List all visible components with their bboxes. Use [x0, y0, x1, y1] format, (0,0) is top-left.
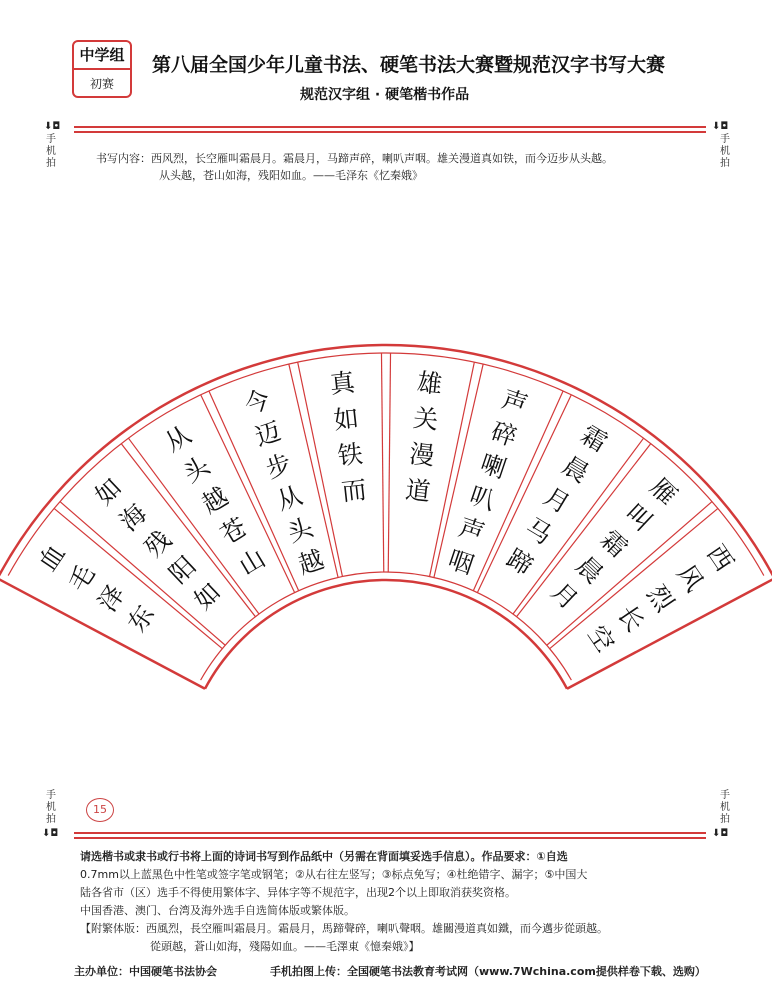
- fan-character: 雁: [644, 472, 683, 511]
- fan-character: 空: [582, 620, 621, 658]
- fan-character: 海: [114, 498, 153, 537]
- fan-character: 风: [671, 559, 710, 597]
- fan-character: 晨: [557, 450, 594, 489]
- page-title: 第八届全国少年儿童书法、硬笔书法大赛暨规范汉字书写大赛: [152, 54, 666, 76]
- fan-text: [33, 367, 739, 657]
- fan-character: 阳: [163, 550, 202, 590]
- footer-upload: 手机拍图上传：全国硬笔书法教育考试网（www.7Wchina.com提供样卷下载、选购）: [270, 965, 706, 978]
- phone-photo-bottom-left: 手机拍: [46, 790, 56, 825]
- requirements-line-6: 從頭越，蒼山如海，殘陽如血。——毛澤東《憶秦娥》】: [150, 940, 420, 953]
- fan-character: 西: [701, 539, 740, 577]
- camera-icon-top-left: ⬇◘: [44, 121, 61, 132]
- fan-character: 步: [262, 448, 296, 484]
- fan-character: 马: [520, 512, 557, 551]
- fan-character: 烈: [641, 579, 680, 617]
- fan-character: 如: [188, 576, 227, 616]
- requirements: [80, 848, 700, 956]
- fan-arc: [205, 580, 567, 689]
- requirements-line-3: 陆各省市（区）选手不得使用繁体字、异体字等不规范字，出现2个以上即取消获奖资格。: [80, 886, 516, 899]
- fan-character: 从: [273, 480, 306, 516]
- fan-character: 声: [498, 384, 532, 420]
- fan-character: 苍: [215, 512, 252, 551]
- requirements-line-2: 0.7mm以上蓝黑色中性笔或签字笔或钢笔；②从右往左竖写；③标点免写；④杜绝错字、漏字；⑤中国大: [80, 868, 588, 881]
- fan-character: 关: [411, 403, 440, 435]
- fan-character: 残: [138, 524, 177, 563]
- requirements-line-1: 请选楷书或隶书或行书将上面的诗词书写到作品纸中（另需在背面填妥选手信息）。作品要求：①自选: [80, 850, 568, 863]
- fan-character: 霜: [575, 419, 613, 458]
- fan-character: 月: [538, 481, 576, 520]
- fan-character: 漫: [407, 439, 436, 471]
- fan-character: 碎: [487, 416, 521, 452]
- stage-label: 初赛: [89, 77, 114, 91]
- phone-photo-top-left: 手机拍: [46, 134, 56, 169]
- fan-character: 如: [332, 403, 361, 435]
- fan-character: 喇: [476, 448, 510, 484]
- fan-character: 头: [178, 450, 215, 489]
- camera-icon-bottom-left: ⬇◘: [42, 828, 59, 839]
- camera-icon-bottom-right: ⬇◘: [712, 828, 729, 839]
- fan-character: 咽: [444, 544, 478, 581]
- phone-photo-bottom-right: 手机拍: [720, 790, 730, 825]
- fan-character: 月: [545, 576, 584, 616]
- fan-character: 长: [611, 600, 650, 638]
- camera-icon-top-right: ⬇◘: [712, 121, 729, 132]
- bottom-rule-1: [74, 832, 706, 834]
- content-line-2: 从头越，苍山如海，残阳如血。——毛泽东《忆秦娥》: [159, 169, 423, 182]
- fan-character: 越: [196, 481, 234, 520]
- fan-character: 从: [159, 419, 197, 458]
- group-label: 中学组: [74, 42, 130, 70]
- fan-character: 血: [32, 539, 71, 577]
- fan-character: 声: [455, 512, 489, 548]
- fan-character: 今: [240, 384, 274, 420]
- phone-photo-top-right: 手机拍: [720, 134, 730, 169]
- footer-organizer: 主办单位：中国硬笔书法协会: [74, 965, 217, 978]
- fan-arc: [0, 345, 772, 581]
- requirements-line-4: 中国香港、澳门、台湾及海外选手自选简体版或繁体版。: [80, 904, 355, 917]
- fan-character: 霜: [595, 524, 634, 563]
- page-subtitle: 规范汉字组 · 硬笔楷书作品: [300, 87, 470, 103]
- content-line-1: 书写内容：西风烈，长空雁叫霜晨月。霜晨月，马蹄声碎，喇叭声咽。雄关漫道真如铁，而今迈步从头越。: [96, 152, 613, 165]
- fan-character: 泽: [92, 579, 131, 617]
- fan-divider: [388, 353, 390, 572]
- fan-character: 叫: [619, 498, 658, 537]
- fan-character: 道: [403, 474, 432, 507]
- fan-character: 铁: [336, 439, 365, 471]
- fan-character: 东: [122, 600, 161, 638]
- entry-number: 15: [86, 798, 114, 822]
- fan-character: 叭: [466, 480, 499, 516]
- fan-character: 如: [89, 472, 128, 511]
- fan-character: 迈: [251, 416, 285, 452]
- fan-character: 雄: [415, 367, 444, 400]
- fan-character: 而: [340, 474, 369, 507]
- fan-character: 晨: [570, 550, 609, 590]
- fan-character: 越: [294, 544, 328, 581]
- fan-character: 山: [233, 543, 271, 582]
- fan-divider: [381, 353, 383, 572]
- requirements-line-5: 【附繁体版：西風烈，長空雁叫霜晨月。霜晨月，馬蹄聲碎，喇叭聲咽。雄關漫道真如鐵，而今邁步從頭越。: [80, 922, 608, 935]
- fan-arc: [8, 353, 764, 576]
- bottom-rule-2: [74, 837, 706, 839]
- fan-character: 真: [328, 367, 357, 400]
- fan-character: 蹄: [501, 543, 539, 582]
- fan-character: 毛: [62, 559, 101, 597]
- fan-character: 头: [283, 512, 317, 548]
